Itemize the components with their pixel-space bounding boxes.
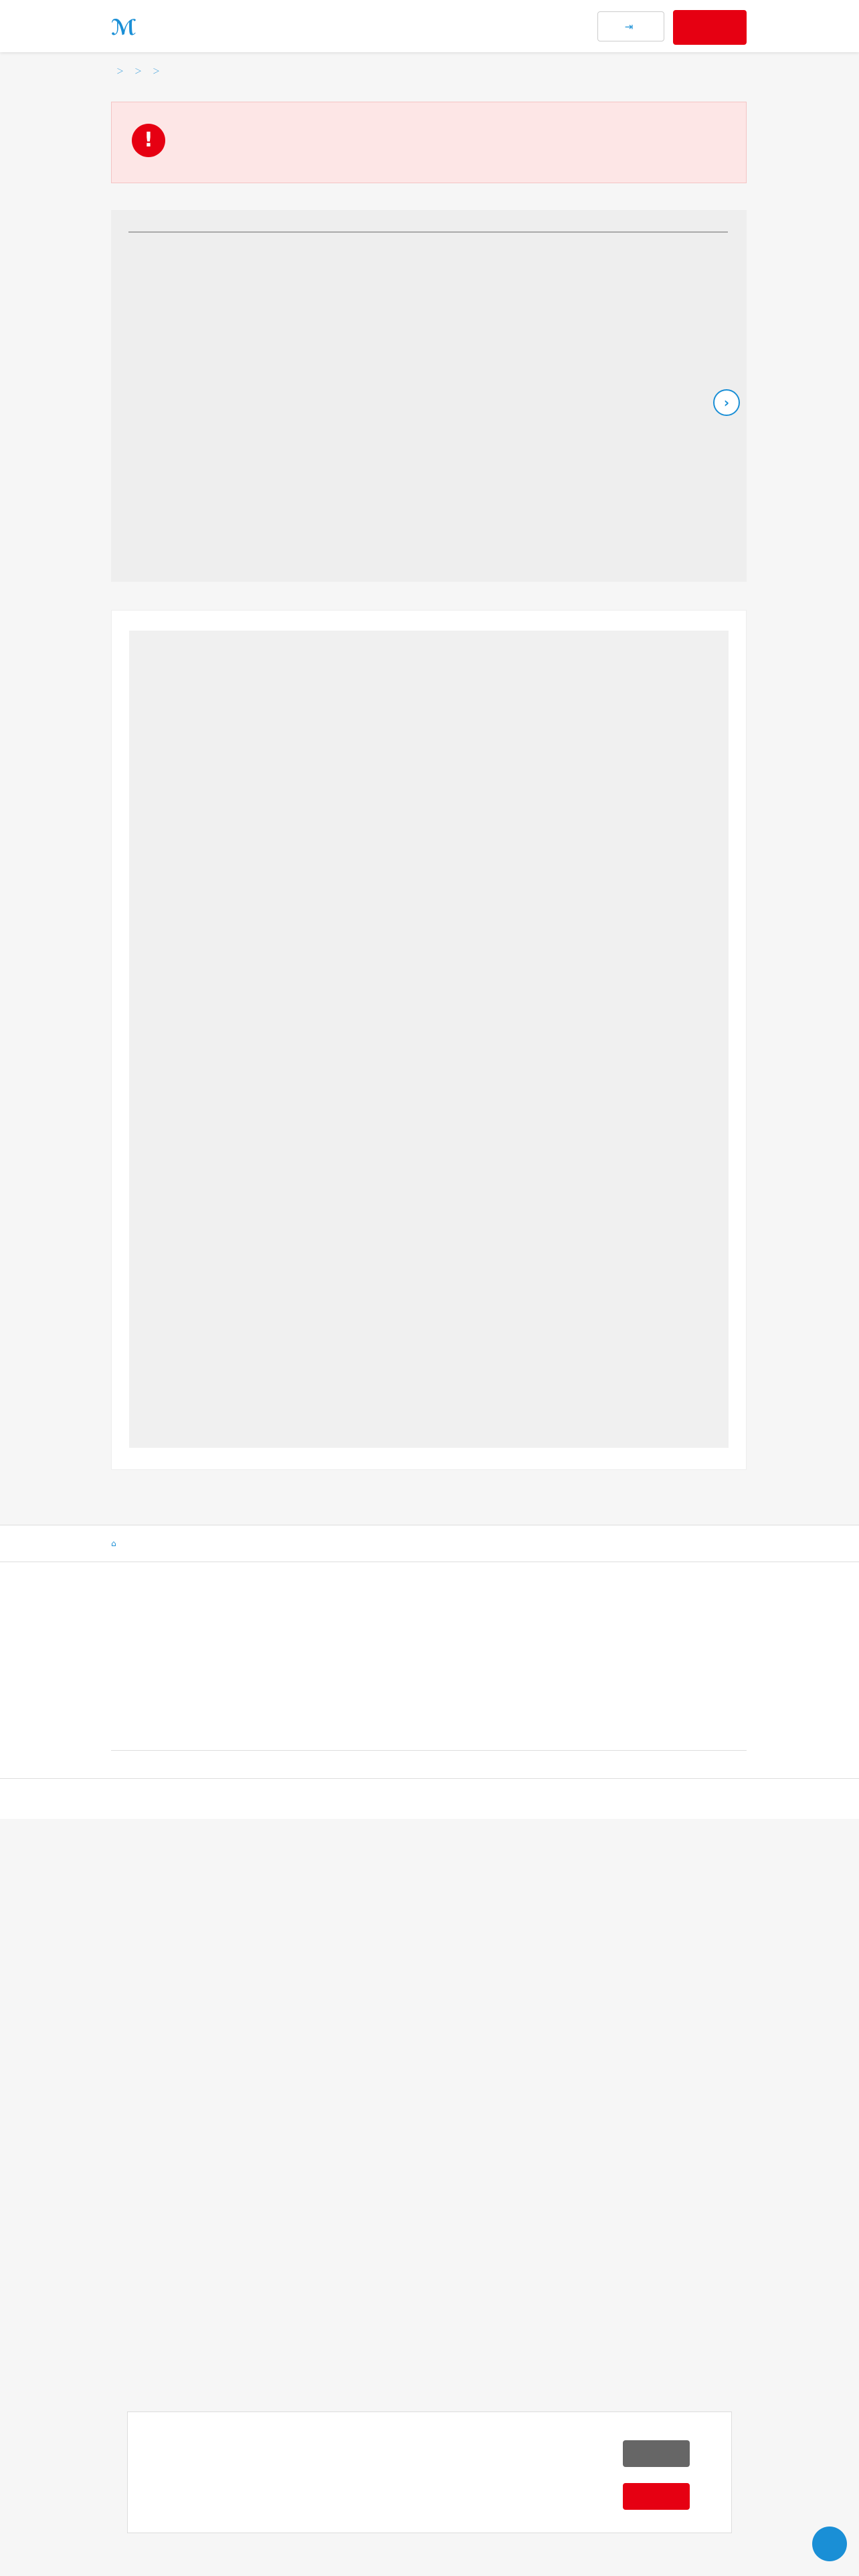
search-section: [111, 610, 747, 1470]
site-logo[interactable]: [111, 15, 142, 40]
search-col-left: [167, 631, 347, 651]
login-button[interactable]: [597, 11, 664, 41]
breadcrumb: ＞ ＞ ＞: [116, 67, 160, 76]
register-button[interactable]: [673, 10, 747, 45]
divider: [111, 1750, 747, 1751]
exclamation-icon: !: [132, 124, 165, 157]
search-col-middle: [353, 631, 553, 648]
search-box: [129, 631, 729, 1448]
divider: [0, 1778, 859, 1779]
footer-top-link[interactable]: [111, 1539, 116, 1548]
carousel-next-button[interactable]: ›: [713, 389, 740, 416]
home-icon: ⌂: [111, 1539, 116, 1548]
error-message-box: [111, 102, 747, 183]
logo-mark-icon: ℳ: [111, 15, 134, 40]
site-header: [0, 0, 859, 52]
login-icon: ⇥: [624, 20, 634, 33]
site-footer: [0, 1525, 859, 1819]
ranking-section: [111, 210, 747, 582]
ranking-title: [128, 223, 728, 233]
confirm-button[interactable]: [623, 2483, 690, 2510]
close-button[interactable]: [623, 2440, 690, 2467]
cookie-notice: [127, 2411, 732, 2533]
search-col-right: [540, 631, 714, 657]
back-to-top-button[interactable]: [812, 2527, 847, 2561]
